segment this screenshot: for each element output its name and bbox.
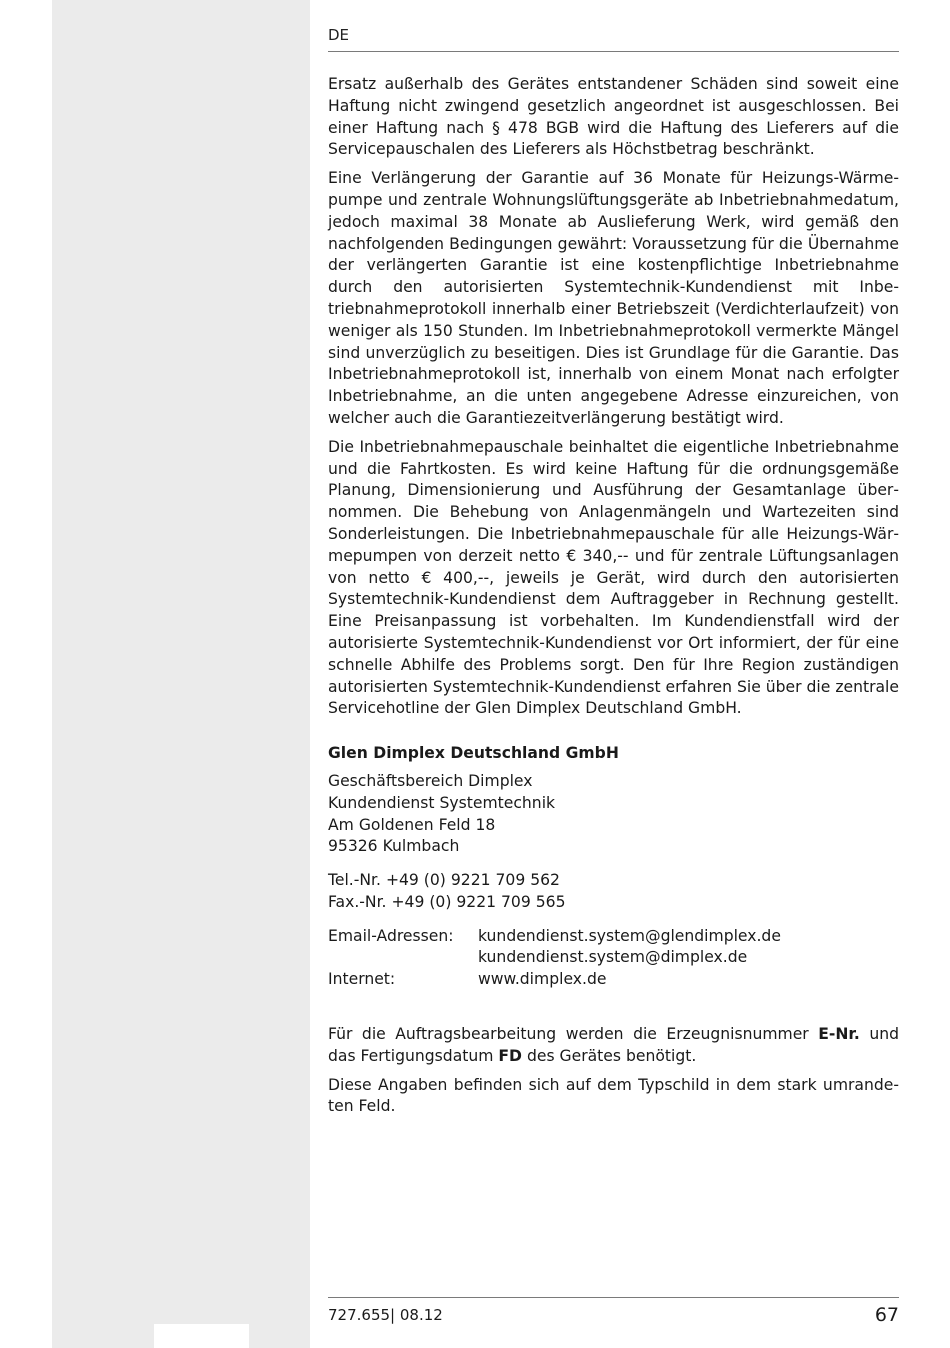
- page-body: [328, 74, 899, 1125]
- email-address-1: kundendienst.system@glendimplex.de: [478, 926, 781, 945]
- internet-address: www.dimplex.de: [478, 970, 607, 989]
- order-text-e: des Gerätes benötigt.: [522, 1046, 697, 1065]
- page-number: 67: [874, 1304, 899, 1326]
- left-margin-band: [52, 0, 310, 1348]
- order-paragraph-2: Diese Angaben befinden sich auf dem Typschild in dem stark umrandeten Feld.: [328, 1075, 899, 1116]
- paragraph-liability: Ersatz außerhalb des Gerätes entstandener Schäden sind soweit eine Haftung nicht zwingend gesetzlich angeordnet ist ausgeschlossen. Bei einer Haftung nach § 478 BGB wird die Haftung des Lieferers auf die Servicepauschalen des Lieferers als Höchstbetrag beschränkt.: [328, 75, 899, 159]
- margin-notch: [154, 1324, 249, 1348]
- footer-divider: [328, 1297, 899, 1298]
- document-number: 727.655| 08.12: [328, 1306, 443, 1324]
- company-division: Geschäftsbereich Dimplex: [328, 771, 533, 790]
- phone-number: Tel.-Nr. +49 (0) 9221 709 562: [328, 871, 560, 890]
- online-contact-table: [328, 926, 899, 991]
- email-label-spacer: [328, 947, 478, 969]
- order-text-c: und das Fertigungsdatum: [328, 1025, 899, 1065]
- paragraph-commissioning-fee: Die Inbetriebnahmepauschale beinhaltet die eigentliche Inbetriebnahme und die Fahrtkosten. Es wird keine Haftung für die ordnungsgemäße Planung, Dimensionierung und Ausführung der Gesamtanlage übernommen. Die Behebung von Anlagenmängeln und Wartezeiten sind Sonderleistungen. Die Inbetriebnahmepauschale für alle Heizungs-Wärmepumpen von derzeit netto € 340,-- und für zentrale Lüftungsanlagen von netto € 400,--, jeweils je Gerät, wird durch den autorisierten Systemtechnik-Kundendienst dem Auftraggeber in Rechnung gestellt. Eine Preisanpassung ist vorbehalten. Im Kundendienstfall wird der autorisierte Systemtechnik-Kundendienst vor Ort informiert, der für eine schnelle Abhilfe des Problems sorgt. Den für Ihre Region zuständigen autorisierten Systemtechnik-Kundendienst erfahren Sie über die zentrale Servicehotline der Glen Dimplex Deutschland GmbH.: [328, 437, 899, 718]
- company-street: Am Goldenen Feld 18: [328, 815, 496, 834]
- order-paragraph-1: [328, 1024, 899, 1068]
- email-address-2: kundendienst.system@dimplex.de: [478, 948, 748, 967]
- address-block: [328, 771, 899, 858]
- paragraph-warranty-extension: Eine Verlängerung der Garantie auf 36 Monate für Heizungs-Wärmepumpe und zentrale Wohnungslüftungsgeräte ab Inbetriebnahmedatum, jedoch maximal 38 Monate ab Auslieferung Werk, wird gemäß den nachfolgenden Bedingungen gewährt: Voraussetzung für die Übernahme der verlängerten Garantie ist eine kostenpflichtige Inbetriebnahme durch den autorisierten Systemtechnik-Kundendienst mit Inbetriebnahmeprotokoll innerhalb einer Betriebszeit (Verdichterlaufzeit) von weniger als 150 Stunden. Im Inbetriebnahmeprotokoll vermerkte Mängel sind unverzüglich zu beseitigen. Dies ist Grundlage für die Garantie. Das Inbetriebnahmeprotokoll ist, innerhalb von einem Monat nach erfolgter Inbetriebnahme, an die unten angegebene Adresse einzureichen, von welcher auch die Garantiezeitverlängerung bestätigt wird.: [328, 169, 899, 427]
- product-number-term: E-Nr.: [818, 1025, 860, 1044]
- phone-block: [328, 870, 899, 914]
- header-divider: [328, 51, 899, 52]
- company-department: Kundendienst Systemtechnik: [328, 793, 556, 812]
- internet-label: Internet:: [328, 970, 396, 989]
- language-label: DE: [328, 26, 350, 44]
- company-name: Glen Dimplex Deutschland GmbH: [328, 744, 619, 763]
- fax-number: Fax.-Nr. +49 (0) 9221 709 565: [328, 892, 566, 911]
- production-date-term: FD: [498, 1046, 522, 1065]
- email-label: Email-Adressen:: [328, 926, 454, 945]
- order-info: [328, 1024, 899, 1118]
- order-text-a: Für die Auftragsbearbeitung werden die Erzeugnisnummer: [328, 1025, 819, 1044]
- company-city: 95326 Kulmbach: [328, 837, 460, 856]
